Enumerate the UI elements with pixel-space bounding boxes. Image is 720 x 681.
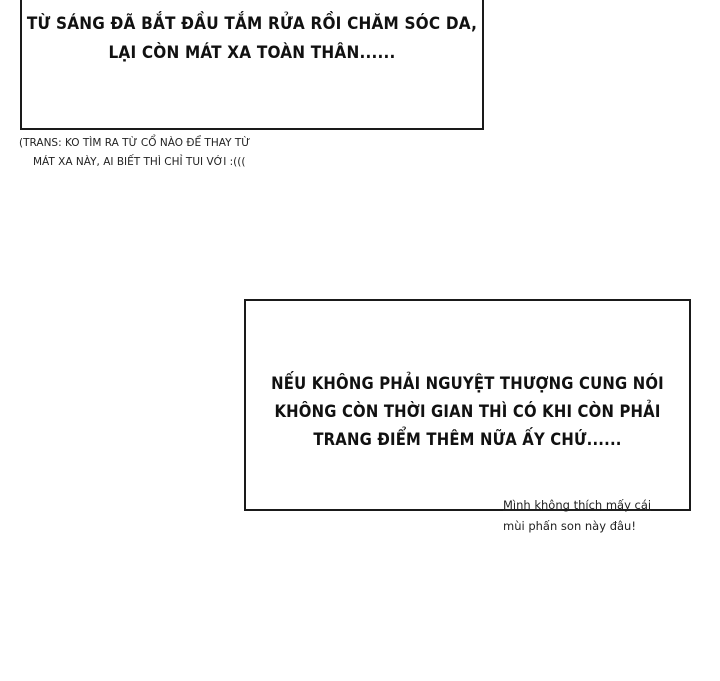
side-note-line-1: Mình không thích mấy cái: [503, 498, 652, 512]
translator-note-line-2: MÁT XA NÀY, AI BIẾT THÌ CHỈ TUI VỚI :(((: [33, 156, 246, 168]
top-caption-line-2: LẠI CÒN MÁT XA TOÀN THÂN......: [108, 43, 396, 63]
side-note-line-2: mùi phấn son này đâu!: [503, 519, 636, 533]
top-caption-box: [20, 0, 484, 130]
bottom-caption-line-1: NẾU KHÔNG PHẢI NGUYỆT THƯỢNG CUNG NÓI: [271, 374, 664, 393]
top-caption-line-1: TỪ SÁNG ĐÃ BẮT ĐẦU TẮM RỬA RỒI CHĂM SÓC DA,: [26, 14, 478, 34]
translator-note-line-1: (TRANS: KO TÌM RA TỪ CỔ NÀO ĐỂ THAY TỪ: [19, 137, 251, 149]
bottom-caption-box: [244, 299, 691, 511]
bottom-caption-line-3: TRANG ĐIỂM THÊM NỮA ẤY CHỨ......: [313, 430, 622, 449]
bottom-caption-line-2: KHÔNG CÒN THỜI GIAN THÌ CÓ KHI CÒN PHẢI: [274, 402, 661, 421]
